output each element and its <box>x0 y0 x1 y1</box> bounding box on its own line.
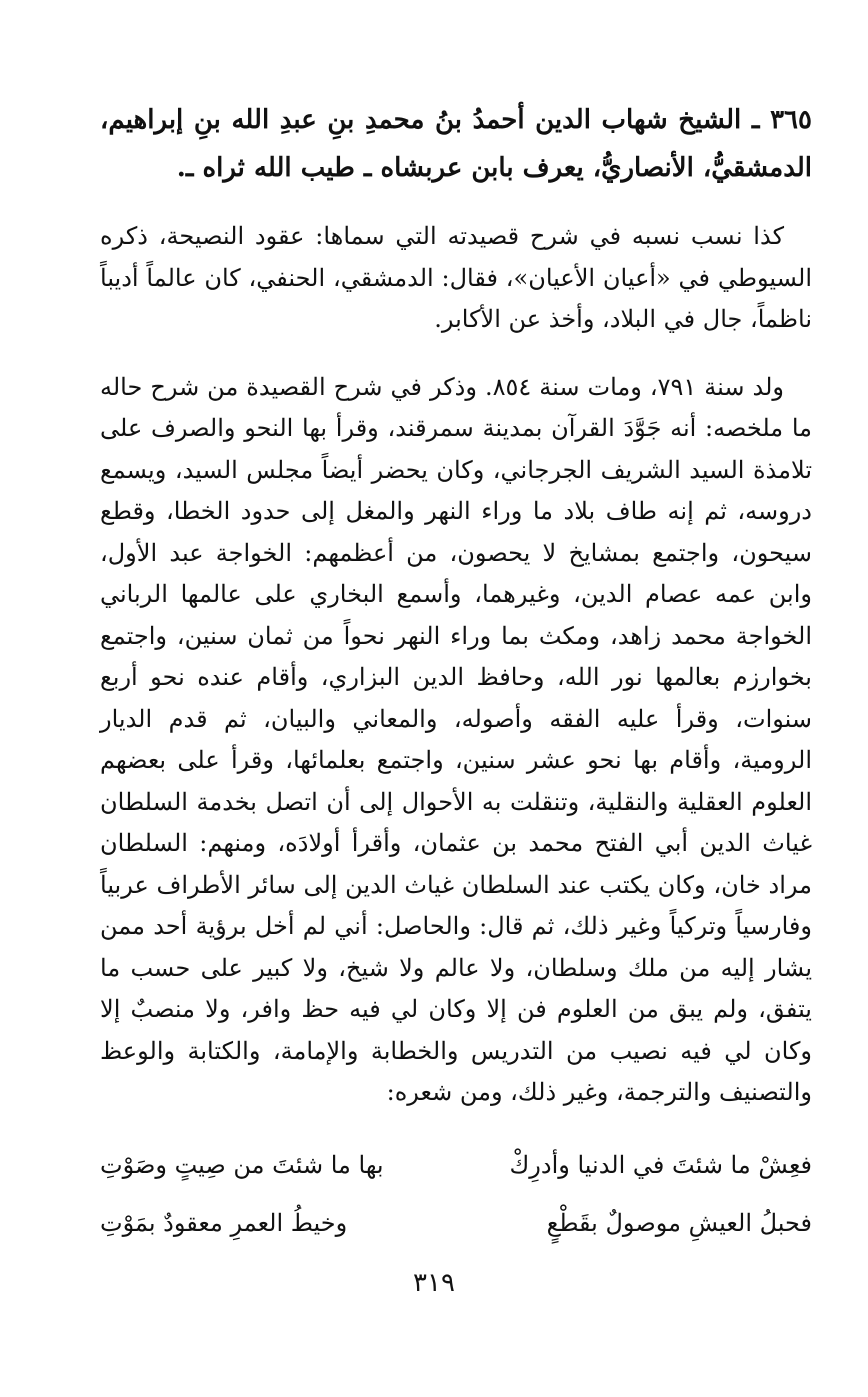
poem-verse <box>100 1136 812 1194</box>
entry-separator: ـ <box>751 105 760 135</box>
paragraph-biography: ولد سنة ٧٩١، ومات سنة ٨٥٤. وذكر في شرح القصيدة من شرح حاله ما ملخصه: أنه جَوَّدَ القرآن بمدينة سمرقند، وقرأ بها النحو والصرف على تلامذة السيد الشريف الجرجاني، وكان يحضر أيضاً مجلس السيد، ويسمع دروسه، ثم إنه طاف بلاد ما وراء النهر والمغل إلى حدود الخطا، وقطع سيحون، واجتمع بمشايخ لا يحصون، من أعظمهم: الخواجة عبد الأول، وابن عمه عصام الدين، وغيرهما، وأسمع البخاري على عالمها الرباني الخواجة محمد زاهد، ومكث بما وراء النهر نحواً من ثمان سنين، واجتمع بخوارزم بعالمها نور الله، وحافظ الدين البزاري، وأقام عنده نحو أربع سنوات، وقرأ عليه الفقه وأصوله، والمعاني والبيان، ثم قدم الديار الرومية، وأقام بها نحو عشر سنين، واجتمع بعلمائها، وقرأ على بعضهم العلوم العقلية والنقلية، وتنقلت به الأحوال إلى أن اتصل بخدمة السلطان غياث الدين أبي الفتح محمد بن عثمان، وأقرأ أولادَه، ومنهم: السلطان مراد خان، وكان يكتب عند السلطان غياث الدين إلى سائر الأطراف عربياً وفارسياً وتركياً وغير ذلك، ثم قال: والحاصل: أني لم أخل برؤية أحد ممن يشار إليه من ملك وسلطان، ولا عالم ولا شيخ، ولا كبير على حسب ما يتفق، ولم يبق من العلوم فن إلا وكان لي فيه حظ وافر، ولا منصبٌ إلا وكان لي فيه نصيب من التدريس والخطابة والإمامة، والكتابة والوعظ والتصنيف والترجمة، وغير ذلك، ومن شعره: <box>100 372 812 1106</box>
poem <box>100 1136 812 1252</box>
entry-number: ٣٦٥ <box>770 105 812 135</box>
poem-first-hemistich: فحبلُ العيشِ موصولٌ بقَطْعٍ <box>546 1208 812 1237</box>
page-body <box>100 96 812 1252</box>
poem-first-hemistich: فعِشْ ما شئتَ في الدنيا وأدرِكْ <box>509 1150 812 1179</box>
poem-second-hemistich: بها ما شئتَ من صِيتٍ وصَوْتِ <box>100 1150 384 1179</box>
entry-title: الشيخ شهاب الدين أحمدُ بنُ محمدِ بنِ عبدِ الله بنِ إبراهيم، الدمشقيُّ، الأنصاريُّ، يعرف بابن عربشاه ـ طيب الله ثراه ـ. <box>100 105 812 183</box>
paragraph-lineage: كذا نسب نسبه في شرح قصيدته التي سماها: عقود النصيحة، ذكره السيوطي في «أعيان الأعيان»، فقال: الدمشقي، الحنفي، كان عالماً أديباً ناظماً، جال في البلاد، وأخذ عن الأكابر. <box>100 222 812 333</box>
entry-heading <box>100 96 812 192</box>
page-number: ٣١٩ <box>413 1268 455 1298</box>
poem-second-hemistich: وخيطُ العمرِ معقودٌ بمَوْتِ <box>100 1208 348 1237</box>
poem-verse <box>100 1194 812 1252</box>
